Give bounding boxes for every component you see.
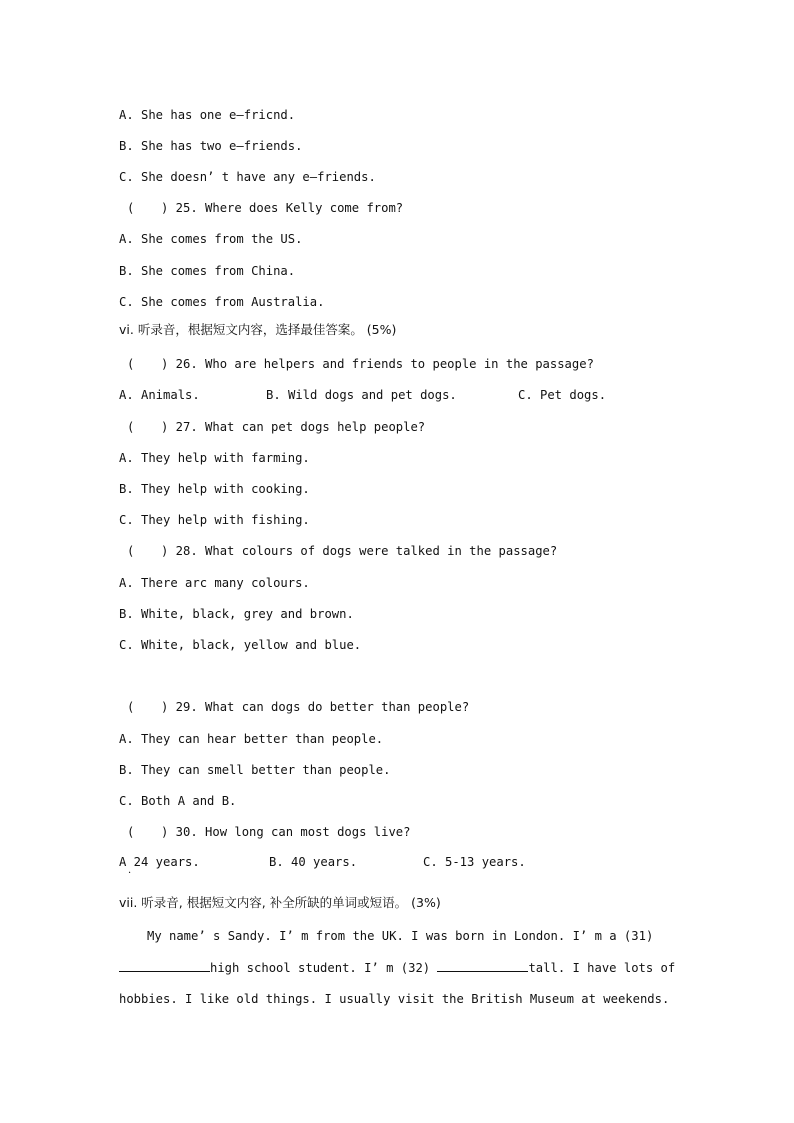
q24-option-c: C. She doesn’ t have any e—friends. <box>119 170 376 184</box>
q28-question: ) 28. What colours of dogs were talked in the passage? <box>161 544 558 558</box>
q24-option-a: A. She has one e—fricnd. <box>119 108 296 122</box>
q30-options <box>119 854 679 870</box>
passage-line-2-text-a: high school student. I’ m (32) <box>210 961 438 975</box>
q25-option-c: C. She comes from Australia. <box>119 295 325 309</box>
blank-31[interactable] <box>119 959 210 972</box>
q24-option-b: B. She has two e—friends. <box>119 139 303 153</box>
answer-paren: ( <box>127 201 135 215</box>
q30-option-c: C. 5-13 years. <box>423 855 526 869</box>
answer-paren: ( <box>127 700 135 714</box>
q26-option-b: B. Wild dogs and pet dogs. <box>266 388 457 402</box>
q28-option-c: C. White, black, yellow and blue. <box>119 638 362 652</box>
q28-stem <box>127 543 557 559</box>
q28-option-a: A. There arc many colours. <box>119 576 310 590</box>
q29-option-b: B. They can smell better than people. <box>119 763 391 777</box>
q29-question: ) 29. What can dogs do better than people? <box>161 700 470 714</box>
answer-paren: ( <box>127 825 135 839</box>
passage-line-2 <box>119 959 675 976</box>
q27-stem <box>127 419 425 435</box>
passage-line-2-text-b: tall. I have lots of <box>528 961 676 975</box>
q29-stem <box>127 699 469 715</box>
q30-option-b: B. 40 years. <box>269 855 358 869</box>
q26-options <box>119 387 679 403</box>
q27-option-b: B. They help with cooking. <box>119 482 310 496</box>
answer-paren: ( <box>127 420 135 434</box>
q27-option-c: C. They help with fishing. <box>119 513 310 527</box>
q27-option-a: A. They help with farming. <box>119 451 310 465</box>
section-vii-heading: vii. 听录音, 根据短文内容, 补全所缺的单词或短语。 (3%) <box>119 895 441 910</box>
answer-paren: ( <box>127 544 135 558</box>
q29-option-a: A. They can hear better than people. <box>119 732 384 746</box>
q25-question: ) 25. Where does Kelly come from? <box>161 201 404 215</box>
q26-option-a: A. Animals. <box>119 388 200 402</box>
section-vi-heading: vi. 听录音，根据短文内容，选择最佳答案。 (5%) <box>119 322 397 337</box>
q26-option-c: C. Pet dogs. <box>518 388 607 402</box>
blank-32[interactable] <box>437 959 528 972</box>
q26-question: ) 26. Who are helpers and friends to people in the passage? <box>161 357 594 371</box>
q30-stem <box>127 824 410 840</box>
q27-question: ) 27. What can pet dogs help people? <box>161 420 426 434</box>
q29-option-c: C. Both A and B. <box>119 794 237 808</box>
q30-question: ) 30. How long can most dogs live? <box>161 825 411 839</box>
q28-option-b: B. White, black, grey and brown. <box>119 607 354 621</box>
stray-dot-mark: · <box>128 868 132 879</box>
q25-option-b: B. She comes from China. <box>119 264 296 278</box>
q26-stem <box>127 356 594 372</box>
q25-option-a: A. She comes from the US. <box>119 232 303 246</box>
q25-stem <box>127 200 403 216</box>
passage-line-1: My name’ s Sandy. I’ m from the UK. I was born in London. I’ m a (31) <box>147 929 654 943</box>
passage-line-3: hobbies. I like old things. I usually visit the British Museum at weekends. <box>119 992 670 1006</box>
answer-paren: ( <box>127 357 135 371</box>
q30-option-a: A 24 years. <box>119 855 200 869</box>
